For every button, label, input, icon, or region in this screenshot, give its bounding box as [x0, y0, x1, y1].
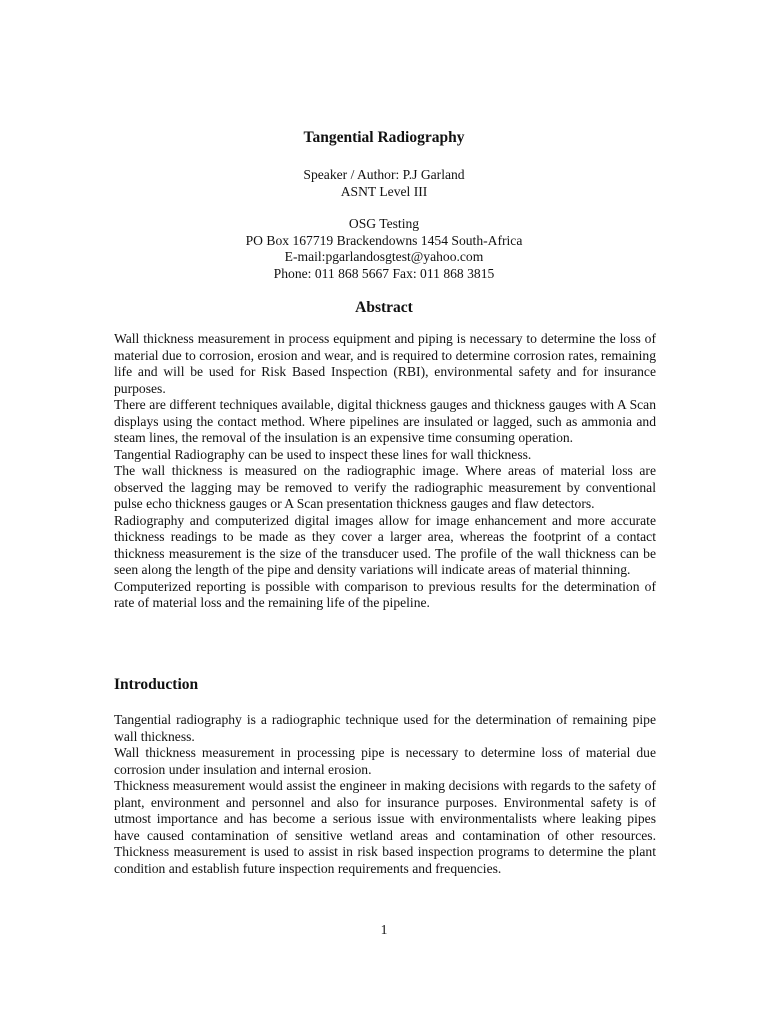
level-line: ASNT Level III: [340, 183, 428, 199]
postal-address: PO Box 167719 Brackendowns 1454 South-Africa: [245, 232, 523, 248]
introduction-paragraph: Thickness measurement would assist the engineer in making decisions with regards to the safety of plant, environment and personnel and also for insurance purposes. Environmental safety is of utmost importance and has become a serious issue with environmentalists where leaking pipes have caused contamination of sensitive wetland areas and contamination of other resources. Thickness measurement is used to assist in risk based inspection programs to determine the plant condition and establish future inspection requirements and frequencies.: [114, 778, 656, 876]
introduction-heading: Introduction: [114, 676, 199, 693]
abstract-paragraph: There are different techniques available, digital thickness gauges and thickness gauges with A Scan displays using the contact method. Where pipelines are insulated or lagged, such as ammonia and steam lines, the removal of the insulation is an expensive time consuming operation.: [114, 397, 656, 445]
abstract-paragraph: Radiography and computerized digital images allow for image enhancement and more accurate thickness readings to be made as they cover a larger area, whereas the footprint of a contact thickness measurement is the size of the transducer used. The profile of the wall thickness can be seen along the length of the pipe and density variations will indicate areas of material thinning.: [114, 512, 656, 577]
abstract-paragraph: Tangential Radiography can be used to inspect these lines for wall thickness.: [114, 446, 532, 462]
introduction-paragraph: Wall thickness measurement in processing pipe is necessary to determine loss of material due corrosion under insulation and internal erosion.: [114, 745, 656, 777]
author-line: Speaker / Author: P.J Garland: [303, 167, 465, 182]
document-title: Tangential Radiography: [303, 129, 465, 146]
phone-line: Phone: 011 868 5667 Fax: 011 868 3815: [273, 265, 495, 281]
page-number: 1: [380, 922, 388, 937]
abstract-paragraph: Computerized reporting is possible with comparison to previous results for the determination of rate of material loss and the remaining life of the pipeline.: [114, 578, 656, 610]
introduction-body: [114, 712, 656, 877]
abstract-heading: Abstract: [355, 299, 413, 316]
abstract-paragraph: Wall thickness measurement in process equipment and piping is necessary to determine the loss of material due to corrosion, erosion and wear, and is required to determine corrosion rates, remaining life and will be used for Risk Based Inspection (RBI), environmental safety and for insurance purposes.: [114, 331, 656, 396]
introduction-paragraph: Tangential radiography is a radiographic technique used for the determination of remaining pipe wall thickness.: [114, 712, 656, 744]
organization-name: OSG Testing: [348, 216, 420, 231]
abstract-paragraph: The wall thickness is measured on the radiographic image. Where areas of material loss are observed the lagging may be removed to verify the radiographic measurement by conventional pulse echo thickness gauges or A Scan presentation thickness gauges and flaw detectors.: [114, 463, 656, 511]
email-line: E-mail:pgarlandosgtest@yahoo.com: [284, 249, 484, 264]
organization-block: [0, 216, 768, 282]
abstract-body: [114, 331, 656, 612]
author-block: [0, 167, 768, 200]
